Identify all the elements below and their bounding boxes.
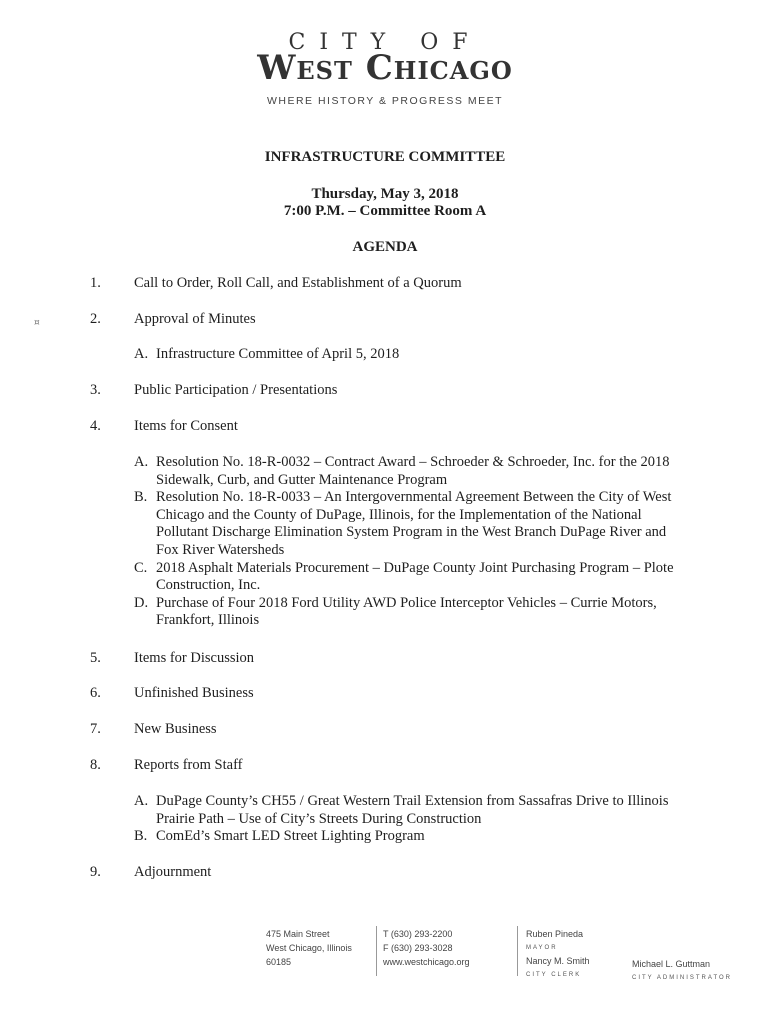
- agenda-item-text: Items for Discussion: [134, 650, 255, 666]
- consent-sublist: [134, 454, 674, 630]
- sub-item: [134, 489, 674, 559]
- agenda-item-number: 7.: [90, 721, 101, 737]
- letterhead-city-name: West Chicago: [257, 48, 513, 88]
- sub-item: [134, 560, 674, 595]
- staff-sublist: [134, 793, 674, 846]
- clerk-role: CITY CLERK: [526, 972, 582, 978]
- sub-item-text: Resolution No. 18-R-0032 – Contract Award – Schroeder & Schroeder, Inc. for the 2018 Sidewalk, Curb, and Gutter Maintenance Program: [156, 454, 670, 488]
- agenda-item-number: 8.: [90, 757, 101, 773]
- sub-item-letter: B.: [134, 489, 148, 506]
- meeting-date: Thursday, May 3, 2018: [311, 186, 459, 202]
- agenda-item-text: Reports from Staff: [134, 757, 243, 773]
- sub-item-text: 2018 Asphalt Materials Procurement – DuPage County Joint Purchasing Program – Plote Construction, Inc.: [156, 559, 674, 594]
- agenda-item-number: 5.: [90, 650, 101, 666]
- sub-item-letter: D.: [134, 594, 149, 611]
- agenda-item-text: Approval of Minutes: [134, 311, 256, 327]
- sub-item-text: Infrastructure Committee of April 5, 2018: [156, 346, 400, 362]
- address-city: West Chicago, Illinois: [266, 943, 352, 953]
- agenda-title: AGENDA: [352, 239, 418, 255]
- meeting-time-place: 7:00 P.M. – Committee Room A: [283, 203, 487, 219]
- footer-divider: [376, 926, 377, 976]
- sub-item-letter: A.: [134, 346, 149, 362]
- agenda-item-number: 2.: [90, 311, 101, 327]
- sub-item: [134, 595, 674, 630]
- agenda-item-text: Items for Consent: [134, 418, 238, 434]
- sub-item-letter: C.: [134, 559, 148, 576]
- sub-item-text: DuPage County’s CH55 / Great Western Trail Extension from Sassafras Drive to Illinois Prairie Path – Use of City’s Streets During Construction: [156, 793, 669, 827]
- sub-item-letter: A.: [134, 454, 149, 470]
- sub-item: [134, 793, 674, 828]
- sub-item-letter: A.: [134, 793, 149, 809]
- minutes-sublist: [134, 346, 674, 364]
- letterhead-tagline: WHERE HISTORY & PROGRESS MEET: [266, 95, 504, 107]
- footer-clerk: [526, 954, 590, 982]
- agenda-item-text: New Business: [134, 721, 217, 737]
- footer-fax: F (630) 293-3028: [383, 943, 453, 953]
- footer-address: [266, 927, 352, 969]
- agenda-item-text: Unfinished Business: [134, 685, 254, 701]
- stray-mark: ¤: [34, 318, 40, 328]
- address-zip: 60185: [266, 957, 292, 967]
- address-street: 475 Main Street: [266, 929, 330, 939]
- mayor-role: MAYOR: [526, 945, 558, 951]
- clerk-name: Nancy M. Smith: [526, 956, 590, 966]
- footer-administrator: [632, 957, 732, 985]
- sub-item-letter: B.: [134, 828, 148, 845]
- agenda-item-number: 1.: [90, 275, 101, 291]
- footer-phone: T (630) 293-2200: [383, 929, 453, 939]
- mayor-name: Ruben Pineda: [526, 929, 584, 939]
- footer-mayor: [526, 927, 583, 955]
- footer-website: www.westchicago.org: [383, 957, 470, 967]
- administrator-name: Michael L. Guttman: [632, 959, 711, 969]
- sub-item: [134, 454, 674, 489]
- sub-item-text: Purchase of Four 2018 Ford Utility AWD Police Interceptor Vehicles – Currie Motors, Frankfort, Illinois: [156, 594, 657, 629]
- sub-item-text: ComEd’s Smart LED Street Lighting Program: [156, 828, 425, 845]
- administrator-role: CITY ADMINISTRATOR: [632, 975, 733, 981]
- agenda-item-number: 9.: [90, 864, 101, 880]
- agenda-item-number: 3.: [90, 382, 101, 398]
- agenda-item-number: 4.: [90, 418, 101, 434]
- sub-item-text: Resolution No. 18-R-0033 – An Intergovernmental Agreement Between the City of West Chicago and the County of DuPage, Illinois, for the Implementation of the National Pollutant Discharge Elimination System Program in the West Branch DuPage River and Fox River Watersheds: [156, 489, 672, 558]
- sub-item: [134, 346, 674, 364]
- footer-contact: [383, 927, 470, 969]
- agenda-item-text: Call to Order, Roll Call, and Establishment of a Quorum: [134, 275, 462, 291]
- footer-divider: [517, 926, 518, 976]
- committee-title: INFRASTRUCTURE COMMITTEE: [264, 149, 506, 165]
- agenda-item-text: Public Participation / Presentations: [134, 382, 338, 398]
- letterhead-city-of: CITY OF: [288, 30, 482, 55]
- agenda-item-text: Adjournment: [134, 864, 212, 880]
- agenda-item-number: 6.: [90, 685, 101, 701]
- sub-item: [134, 828, 674, 846]
